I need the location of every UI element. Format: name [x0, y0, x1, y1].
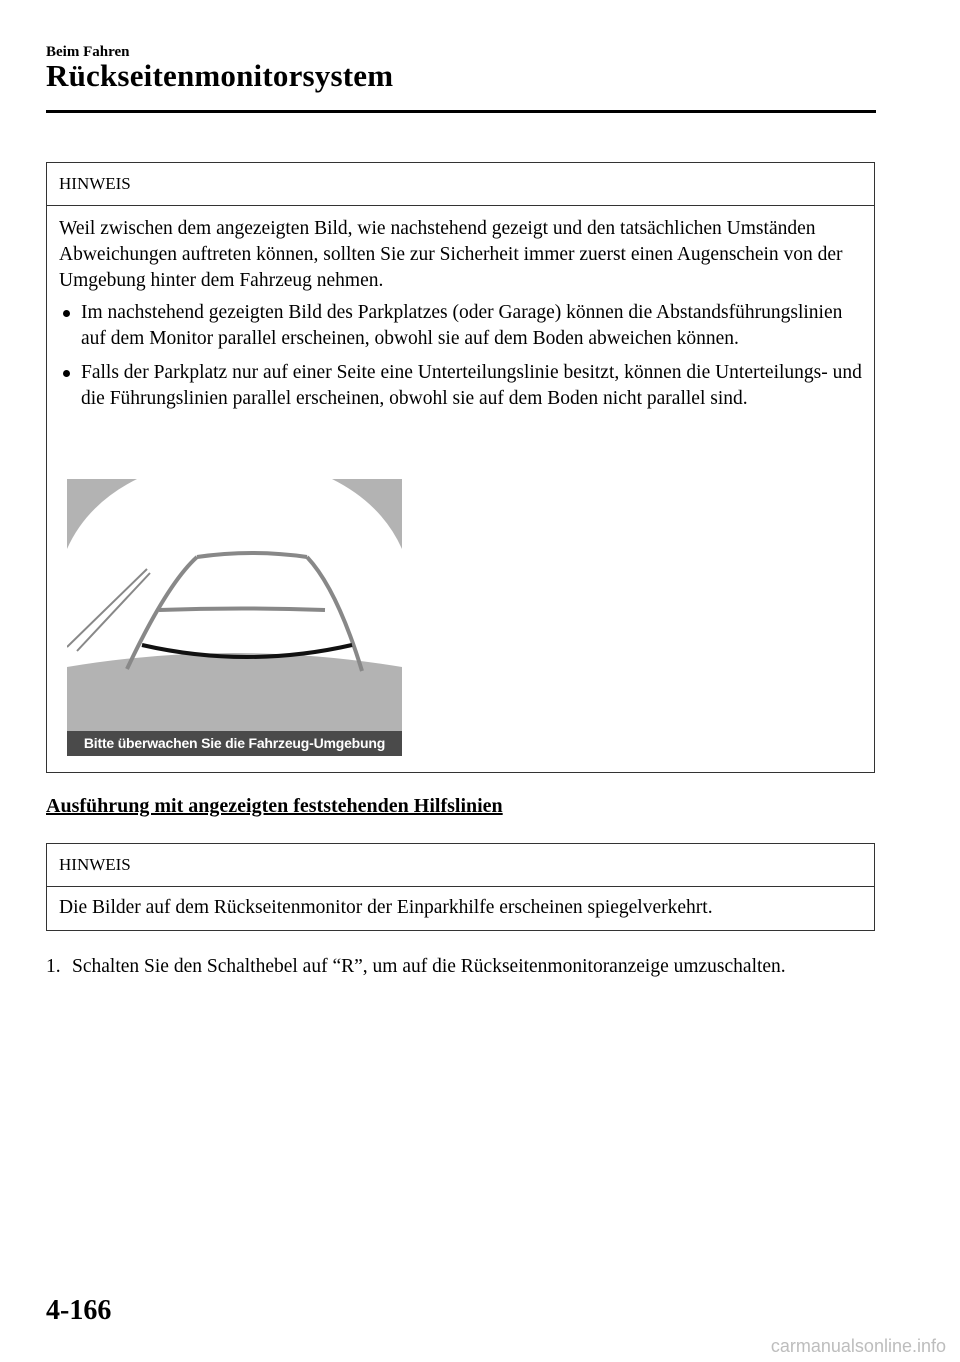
note-heading: HINWEIS: [47, 844, 874, 887]
bullet-text: Im nachstehend gezeigten Bild des Parkplatzes (oder Garage) können die Abstandsführungslinien auf dem Monitor parallel erscheinen, obwohl sie auf dem Boden abweichen können.: [81, 302, 843, 349]
bullet-text: Falls der Parkplatz nur auf einer Seite eine Unterteilungslinie besitzt, können die Unterteilungs- und die Führungslinien parallel erscheinen, obwohl sie auf dem Boden nicht parallel sind.: [81, 362, 862, 409]
section-label: Beim Fahren: [46, 44, 130, 60]
bullet-dot: [63, 310, 70, 317]
step-item: [46, 954, 846, 980]
title-rule: [46, 110, 876, 113]
note-body: [47, 206, 874, 412]
step-number: 1.: [46, 956, 61, 977]
monitor-caption-bar: Bitte überwachen Sie die Fahrzeug-Umgebung: [67, 731, 402, 756]
note-box: [46, 162, 875, 773]
bullet-dot: [63, 370, 70, 377]
vignette-bottom: [67, 653, 402, 731]
bullet-item: [59, 360, 862, 412]
page-title: Rückseitenmonitorsystem: [46, 58, 394, 93]
monitor-view-graphic: [67, 479, 402, 756]
guide-line-middle: [159, 609, 325, 611]
note-body: [47, 887, 874, 921]
watermark: carmanualsonline.info: [770, 1336, 946, 1356]
subheading: Ausführung mit angezeigten feststehenden Hilfslinien: [46, 795, 503, 817]
bullet-item: [59, 300, 862, 352]
note-bullet-list: [59, 300, 862, 412]
page-number: 4-166: [46, 1295, 112, 1326]
note-intro: Weil zwischen dem angezeigten Bild, wie nachstehend gezeigt und den tatsächlichen Umständen Abweichungen auftreten können, sollten Sie zur Sicherheit immer zuerst einen Augenschein von der Umgebung hinter dem Fahrzeug nehmen.: [59, 218, 843, 291]
rear-monitor-illustration: [67, 479, 402, 756]
note-heading: HINWEIS: [47, 163, 874, 206]
note-box: [46, 843, 875, 931]
step-text: Schalten Sie den Schalthebel auf “R”, um auf die Rückseitenmonitoranzeige umzuschalten.: [72, 956, 786, 977]
note-text: Die Bilder auf dem Rückseitenmonitor der Einparkhilfe erscheinen spiegelverkehrt.: [59, 897, 713, 918]
